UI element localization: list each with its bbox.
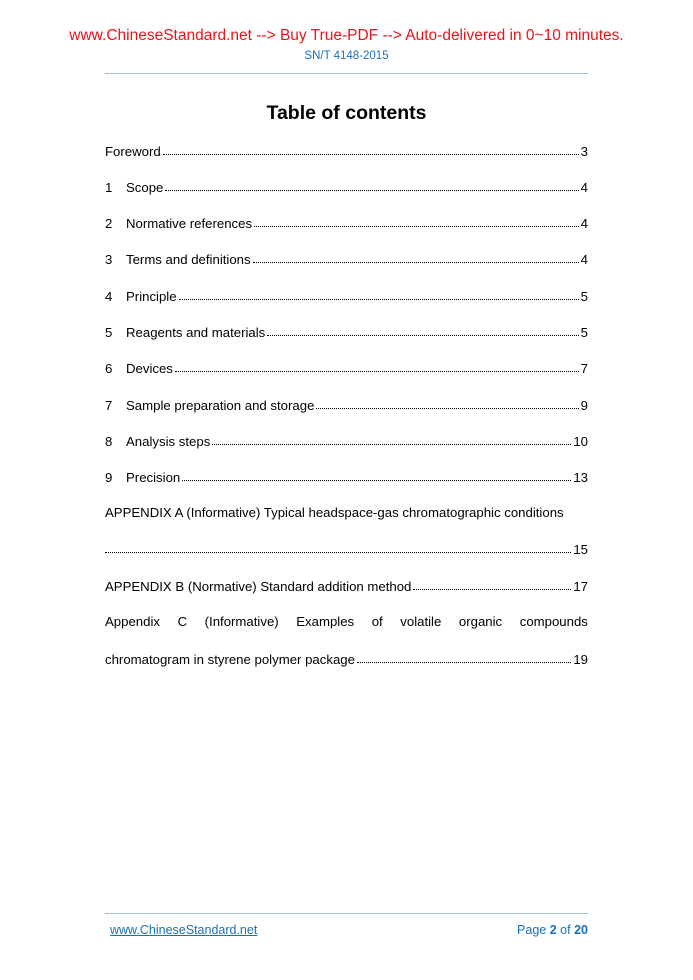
toc-entry-sample-preparation[interactable] <box>105 397 588 415</box>
toc-entry-page: 15 <box>573 542 588 557</box>
toc-entry-page: 4 <box>580 180 588 195</box>
toc-entry-number: 3 <box>105 252 113 267</box>
toc-word: of <box>371 614 383 629</box>
toc-entry-label: Sample preparation and storage <box>126 398 315 413</box>
toc-word: Examples <box>296 614 355 629</box>
toc-entry-principle[interactable] <box>105 288 588 306</box>
toc-entry-appendix-c-line2[interactable] <box>105 651 588 669</box>
toc-leader-dots <box>163 142 579 155</box>
toc-entry-analysis-steps[interactable] <box>105 433 588 451</box>
footer-site-link[interactable]: www.ChineseStandard.net <box>110 923 258 937</box>
toc-entry-label: Foreword <box>105 144 161 159</box>
toc-entry-terms-and-definitions[interactable] <box>105 251 588 269</box>
toc-entry-appendix-a-title[interactable] <box>105 505 588 523</box>
toc-leader-dots <box>267 323 578 336</box>
toc-leader-dots <box>357 650 571 663</box>
toc-entry-page: 13 <box>573 470 588 485</box>
toc-entry-page: 4 <box>580 216 588 231</box>
toc-entry-label: Precision <box>126 470 181 485</box>
toc-entry-page: 19 <box>573 652 588 667</box>
toc-entry-page: 9 <box>580 398 588 413</box>
page-current: 2 <box>549 923 557 937</box>
toc-entry-label: APPENDIX A (Informative) Typical headspace-gas chromatographic conditions <box>105 505 564 520</box>
toc-word: volatile <box>400 614 442 629</box>
toc-entry-label: Analysis steps <box>126 434 211 449</box>
toc-leader-dots <box>105 540 571 553</box>
toc-entry-page: 3 <box>580 144 588 159</box>
page-prefix: Page <box>517 923 547 937</box>
page-number <box>517 923 588 937</box>
promo-banner[interactable]: www.ChineseStandard.net --> Buy True-PDF --> Auto-delivered in 0~10 minutes. <box>69 27 624 44</box>
page-of: of <box>560 923 571 937</box>
toc-entry-label: Devices <box>126 361 173 376</box>
toc-entry-number: 5 <box>105 325 113 340</box>
toc-entry-foreword[interactable] <box>105 143 588 161</box>
toc-entry-label: Reagents and materials <box>126 325 266 340</box>
toc-leader-dots <box>316 396 578 409</box>
toc-leader-dots <box>254 214 579 227</box>
toc-leader-dots <box>179 287 579 300</box>
toc-entry-number: 6 <box>105 361 113 376</box>
toc-entry-label: Normative references <box>126 216 253 231</box>
toc-entry-appendix-a-leader[interactable] <box>105 541 588 559</box>
toc-entry-appendix-b[interactable] <box>105 578 588 596</box>
toc-leader-dots <box>413 577 571 590</box>
toc-entry-precision[interactable] <box>105 469 588 487</box>
toc-entry-page: 4 <box>580 252 588 267</box>
toc-word: (Informative) <box>204 614 279 629</box>
toc-entry-label: chromatogram in styrene polymer package <box>105 652 355 667</box>
toc-entry-number: 4 <box>105 289 113 304</box>
standard-code: SN/T 4148-2015 <box>304 50 389 62</box>
header-divider <box>105 73 588 74</box>
toc-entry-scope[interactable] <box>105 179 588 197</box>
toc-word: compounds <box>519 614 588 629</box>
page-title: Table of contents <box>266 102 427 124</box>
toc-entry-label: APPENDIX B (Normative) Standard addition method <box>105 579 412 594</box>
toc-entry-page: 10 <box>573 434 588 449</box>
toc-word: Appendix <box>105 614 160 629</box>
toc-entry-number: 2 <box>105 216 113 231</box>
toc-entry-label: Scope <box>126 180 164 195</box>
toc-word: C <box>177 614 188 629</box>
toc-leader-dots <box>212 432 571 445</box>
toc-leader-dots <box>175 359 579 372</box>
toc-entry-devices[interactable] <box>105 360 588 378</box>
toc-entry-number: 1 <box>105 180 113 195</box>
toc-entry-reagents-and-materials[interactable] <box>105 324 588 342</box>
toc-entry-number: 8 <box>105 434 113 449</box>
toc-word: organic <box>458 614 503 629</box>
toc-entry-page: 5 <box>580 289 588 304</box>
toc-entry-normative-references[interactable] <box>105 215 588 233</box>
toc-entry-appendix-c-line1[interactable] <box>105 614 588 632</box>
page-total: 20 <box>574 923 588 937</box>
toc-entry-number: 9 <box>105 470 113 485</box>
toc-entry-page: 5 <box>580 325 588 340</box>
toc-entry-page: 7 <box>580 361 588 376</box>
footer-divider <box>105 913 588 914</box>
toc-leader-dots <box>165 178 578 191</box>
toc-leader-dots <box>182 468 571 481</box>
toc-entry-label: Principle <box>126 289 177 304</box>
toc-entry-number: 7 <box>105 398 113 413</box>
toc-leader-dots <box>253 250 579 263</box>
toc-entry-page: 17 <box>573 579 588 594</box>
toc-entry-label: Terms and definitions <box>126 252 251 267</box>
